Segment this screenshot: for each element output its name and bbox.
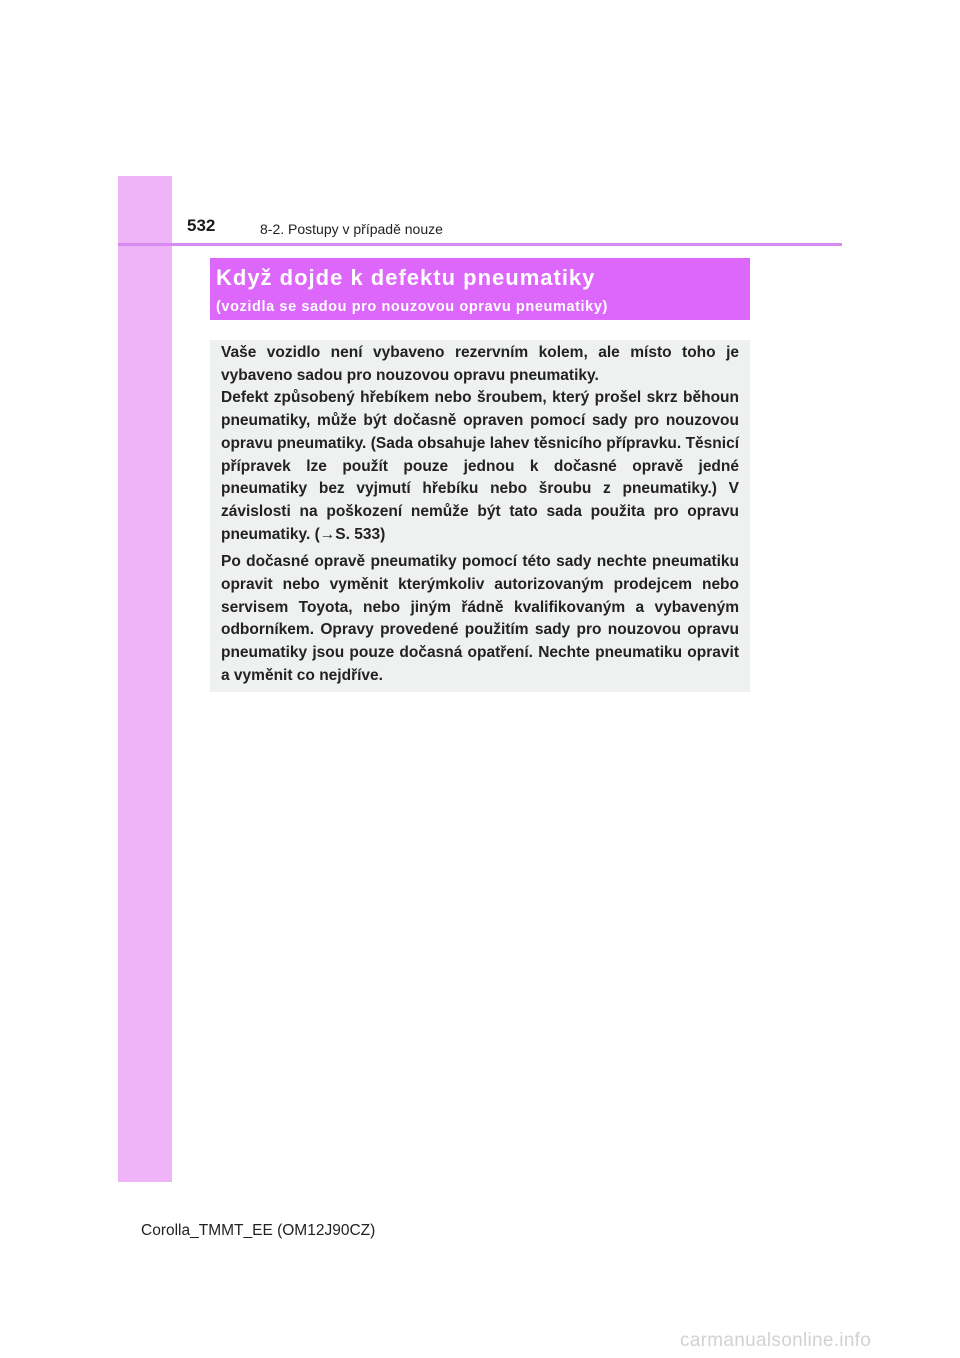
info-box bbox=[210, 340, 750, 692]
info-paragraph-3: Po dočasné opravě pneumatiky pomocí této sady nechte pneumatiku opravit nebo vyměnit kterýmkoliv autorizovaným prodejcem nebo servisem Toyota, nebo jiným řádně kvalifikovaným a vybaveným odborníkem. Opravy provedené použitím sady pro nouzovou opravu pneumatiky jsou pouze dočasná opatření. Nechte pneumatiku opravit a vyměnit co nejdříve. bbox=[221, 553, 739, 684]
page-number: 532 bbox=[187, 216, 216, 235]
topic-title-box bbox=[210, 258, 750, 320]
section-title: 8-2. Postupy v případě nouze bbox=[260, 221, 443, 237]
footer-doc-id: Corolla_TMMT_EE (OM12J90CZ) bbox=[141, 1222, 376, 1239]
chapter-side-band bbox=[118, 176, 172, 1182]
info-paragraph-1: Vaše vozidlo není vybaveno rezervním kolem, ale místo toho je vybaveno sadou pro nouzovou opravu pneumatiky. bbox=[221, 344, 739, 384]
topic-subtitle: (vozidla se sadou pro nouzovou opravu pneumatiky) bbox=[216, 299, 608, 315]
watermark-text: carmanualsonline.info bbox=[680, 1330, 872, 1351]
topic-title: Když dojde k defektu pneumatiky bbox=[216, 265, 596, 290]
info-paragraph-2: Defekt způsobený hřebíkem nebo šroubem, který prošel skrz běhoun pneumatiky, může být dočasně opraven pomocí sady pro nouzovou opravu pneumatiky. (Sada obsahuje lahev těsnicího přípravku. Těsnicí přípravek lze použít pouze jednou k dočasné opravě jedné pneumatiky bez vyjmutí hřebíku nebo šroubu z pneumatiky.) V závislosti na poškození nemůže být tato sada použita pro opravu pneumatiky. (→S. 533) bbox=[221, 389, 739, 543]
header-divider bbox=[118, 243, 842, 246]
